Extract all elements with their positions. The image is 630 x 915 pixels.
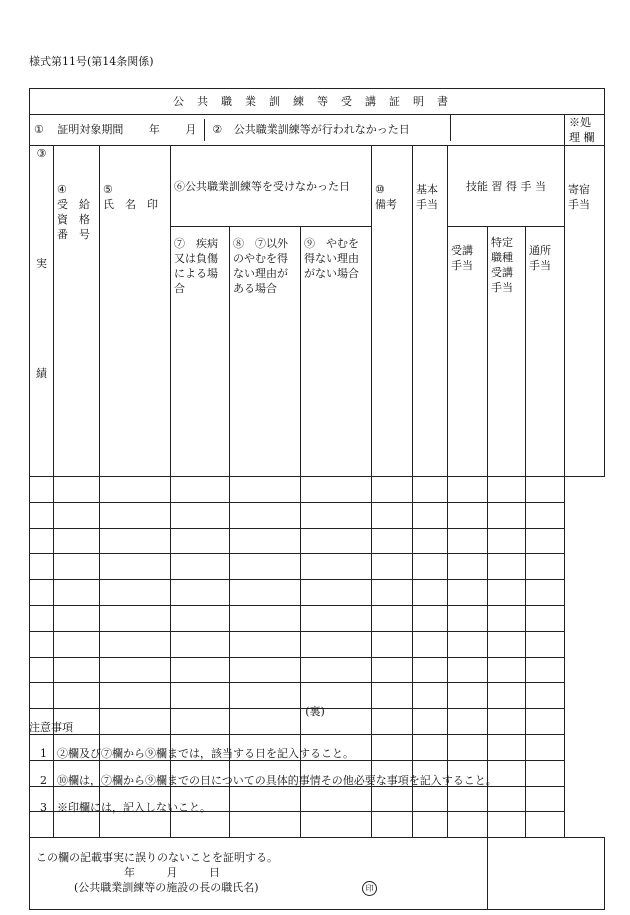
entry-cell[interactable] (448, 528, 488, 554)
other-reason-header: ⑧ ⑦以外のやむを得ない理由がある場合 (230, 227, 301, 477)
entry-cell[interactable] (54, 605, 100, 631)
entry-cell[interactable] (413, 605, 448, 631)
entry-cell[interactable] (448, 554, 488, 580)
entry-cell[interactable] (526, 554, 565, 580)
note-text: ⑩欄は，⑦欄から⑨欄までの日についての具体的事情その他必要な事項を記入すること。 (57, 774, 497, 787)
entry-cell[interactable] (413, 580, 448, 606)
entry-cell[interactable] (100, 502, 171, 528)
entry-cell[interactable] (171, 812, 230, 838)
entry-cell[interactable] (413, 528, 448, 554)
entry-cell[interactable] (100, 554, 171, 580)
entry-cell[interactable] (526, 502, 565, 528)
entry-cell[interactable] (372, 812, 413, 838)
entry-cell[interactable] (413, 502, 448, 528)
note-num: 3 (40, 801, 47, 814)
cert-day: 日 (209, 866, 220, 880)
note-item-1 (40, 745, 354, 761)
entry-cell[interactable] (100, 580, 171, 606)
entry-cell[interactable] (100, 631, 171, 657)
results-side-label (30, 146, 54, 477)
entry-cell[interactable] (372, 580, 413, 606)
entry-cell[interactable] (30, 657, 54, 683)
entry-row (30, 657, 605, 683)
item-2-mark: ② (212, 123, 223, 136)
entry-cell[interactable] (526, 734, 565, 760)
entry-cell[interactable] (526, 477, 565, 503)
entry-cell[interactable] (413, 657, 448, 683)
period-year: 年 (148, 123, 160, 136)
entry-cell[interactable] (230, 812, 301, 838)
entry-row (30, 528, 605, 554)
period-row (30, 115, 565, 146)
results-num: ③ (36, 147, 47, 160)
entry-cell[interactable] (230, 528, 301, 554)
entry-cell[interactable] (448, 631, 488, 657)
entry-cell[interactable] (100, 657, 171, 683)
entry-row (30, 605, 605, 631)
certification-blank (488, 838, 605, 910)
entry-cell[interactable] (54, 812, 100, 838)
entry-cell[interactable] (171, 477, 230, 503)
note-text: ②欄及び⑦欄から⑨欄までは，該当する日を記入すること。 (57, 747, 354, 760)
entry-cell[interactable] (372, 477, 413, 503)
note-item-3 (40, 799, 211, 815)
attendance-allowance-header: 受講 手当 (448, 227, 488, 477)
entry-cell[interactable] (54, 631, 100, 657)
entry-cell[interactable] (301, 605, 372, 631)
entry-cell[interactable] (526, 528, 565, 554)
item-1-mark: ① (34, 123, 44, 136)
entry-row (30, 477, 605, 503)
entry-cell[interactable] (54, 554, 100, 580)
entry-cell[interactable] (230, 631, 301, 657)
entry-row (30, 631, 605, 657)
special-course-allowance-header: 特定 職種 受講 手当 (488, 227, 526, 477)
entry-cell[interactable] (413, 477, 448, 503)
entry-cell[interactable] (448, 580, 488, 606)
entry-cell[interactable] (30, 812, 54, 838)
entry-cell[interactable] (171, 631, 230, 657)
qualification-number-header: ④ 受 給 資 格 番 号 (54, 146, 100, 477)
no-reason-header: ⑨ やむを得ない理由がない場合 (301, 227, 372, 477)
entry-cell[interactable] (488, 631, 526, 657)
entry-cell[interactable] (372, 502, 413, 528)
entry-cell[interactable] (526, 657, 565, 683)
entry-cell[interactable] (526, 760, 565, 786)
entry-cell[interactable] (448, 657, 488, 683)
entry-row (30, 502, 605, 528)
entry-cell[interactable] (301, 502, 372, 528)
entry-row (30, 554, 605, 580)
entry-row (30, 580, 605, 606)
entry-cell[interactable] (448, 502, 488, 528)
entry-cell[interactable] (448, 786, 488, 812)
entry-cell[interactable] (30, 605, 54, 631)
entry-cell[interactable] (54, 528, 100, 554)
entry-cell[interactable] (372, 657, 413, 683)
entry-row (30, 812, 605, 838)
entry-cell[interactable] (301, 477, 372, 503)
note-text: ※印欄には，記入しないこと。 (57, 801, 211, 814)
entry-cell[interactable] (100, 477, 171, 503)
processing-column-header: ※処 理 欄 (565, 115, 605, 146)
entry-cell[interactable] (413, 786, 448, 812)
entry-cell[interactable] (448, 605, 488, 631)
entry-cell[interactable] (230, 580, 301, 606)
entry-cell[interactable] (488, 502, 526, 528)
entry-cell[interactable] (526, 605, 565, 631)
commuting-allowance-header: 通所 手当 (526, 227, 565, 477)
entry-cell[interactable] (171, 657, 230, 683)
entry-cell[interactable] (413, 812, 448, 838)
entry-cell[interactable] (301, 786, 372, 812)
entry-cell[interactable] (372, 734, 413, 760)
absence-days-header: ⑥公共職業訓練等を受けなかった日 (171, 146, 372, 227)
entry-cell[interactable] (372, 605, 413, 631)
entry-cell[interactable] (100, 605, 171, 631)
form-title: 公共職業訓練等受講証明書 (30, 89, 605, 115)
name-seal-header: ⑤ 氏 名 印 (100, 146, 171, 477)
entry-cell[interactable] (372, 528, 413, 554)
basic-allowance-header: 基本 手当 (413, 146, 448, 477)
entry-cell[interactable] (171, 528, 230, 554)
note-num: 2 (40, 774, 47, 787)
illness-header: ⑦ 疾病又は負傷による場合 (171, 227, 230, 477)
entry-cell[interactable] (54, 657, 100, 683)
entry-cell[interactable] (372, 554, 413, 580)
entry-cell[interactable] (100, 812, 171, 838)
entry-cell[interactable] (448, 477, 488, 503)
entry-cell[interactable] (54, 502, 100, 528)
entry-cell[interactable] (526, 812, 565, 838)
entry-cell[interactable] (526, 580, 565, 606)
entry-cell[interactable] (488, 605, 526, 631)
skill-allowance-header: 技能 習 得 手 当 (448, 146, 565, 227)
entry-cell[interactable] (488, 786, 526, 812)
certification-box (30, 838, 488, 910)
entry-cell[interactable] (301, 812, 372, 838)
back-side-label: (裏) (305, 705, 325, 718)
boarding-allowance-header: 寄宿 手当 (565, 146, 605, 477)
entry-cell[interactable] (372, 631, 413, 657)
entry-cell[interactable] (230, 657, 301, 683)
entry-cell[interactable] (171, 605, 230, 631)
note-num: 1 (40, 747, 47, 760)
entry-cell[interactable] (526, 786, 565, 812)
entry-cell[interactable] (413, 734, 448, 760)
entry-cell[interactable] (30, 631, 54, 657)
entry-cell[interactable] (230, 502, 301, 528)
not-held-label: 公共職業訓練等が行われなかった日 (233, 123, 410, 136)
entry-cell[interactable] (54, 580, 100, 606)
entry-cell[interactable] (171, 554, 230, 580)
entry-cell[interactable] (488, 734, 526, 760)
entry-cell[interactable] (54, 477, 100, 503)
entry-cell[interactable] (230, 786, 301, 812)
period-month: 月 (185, 123, 197, 136)
entry-cell[interactable] (30, 502, 54, 528)
entry-cell[interactable] (413, 631, 448, 657)
entry-cell[interactable] (30, 528, 54, 554)
entry-cell[interactable] (488, 477, 526, 503)
entry-cell[interactable] (301, 554, 372, 580)
notes-title: 注意事項 (29, 721, 73, 734)
entry-cell[interactable] (30, 580, 54, 606)
remarks-header: ⑩ 備考 (372, 146, 413, 477)
facility-head-label: (公共職業訓練等の施設の長の職氏名) (74, 881, 259, 895)
entry-cell[interactable] (171, 502, 230, 528)
entry-cell[interactable] (448, 734, 488, 760)
entry-cell[interactable] (301, 631, 372, 657)
entry-cell[interactable] (488, 554, 526, 580)
entry-cell[interactable] (372, 786, 413, 812)
entry-cell[interactable] (230, 477, 301, 503)
entry-cell[interactable] (30, 554, 54, 580)
entry-cell[interactable] (230, 605, 301, 631)
cert-year: 年 (124, 866, 135, 880)
cert-month: 月 (166, 866, 178, 880)
entry-cell[interactable] (488, 657, 526, 683)
form-number: 様式第11号(第14条関係) (29, 55, 154, 68)
entry-cell[interactable] (448, 812, 488, 838)
results-char-2: 績 (36, 367, 47, 380)
seal-mark: 印 (362, 881, 377, 896)
entry-cell[interactable] (301, 528, 372, 554)
certification-text: この欄の記載事実に誤りのないことを証明する。 (36, 851, 278, 865)
entry-cell[interactable] (488, 812, 526, 838)
period-label: 証明対象期間 (57, 123, 124, 136)
entry-cell[interactable] (171, 580, 230, 606)
note-item-2 (40, 772, 497, 788)
entry-cell[interactable] (488, 528, 526, 554)
entry-cell[interactable] (488, 580, 526, 606)
entry-cell[interactable] (301, 657, 372, 683)
entry-cell[interactable] (100, 528, 171, 554)
results-char-1: 実 (36, 257, 47, 270)
entry-cell[interactable] (30, 477, 54, 503)
entry-cell[interactable] (230, 554, 301, 580)
entry-cell[interactable] (526, 631, 565, 657)
entry-cell[interactable] (413, 554, 448, 580)
entry-cell[interactable] (301, 580, 372, 606)
